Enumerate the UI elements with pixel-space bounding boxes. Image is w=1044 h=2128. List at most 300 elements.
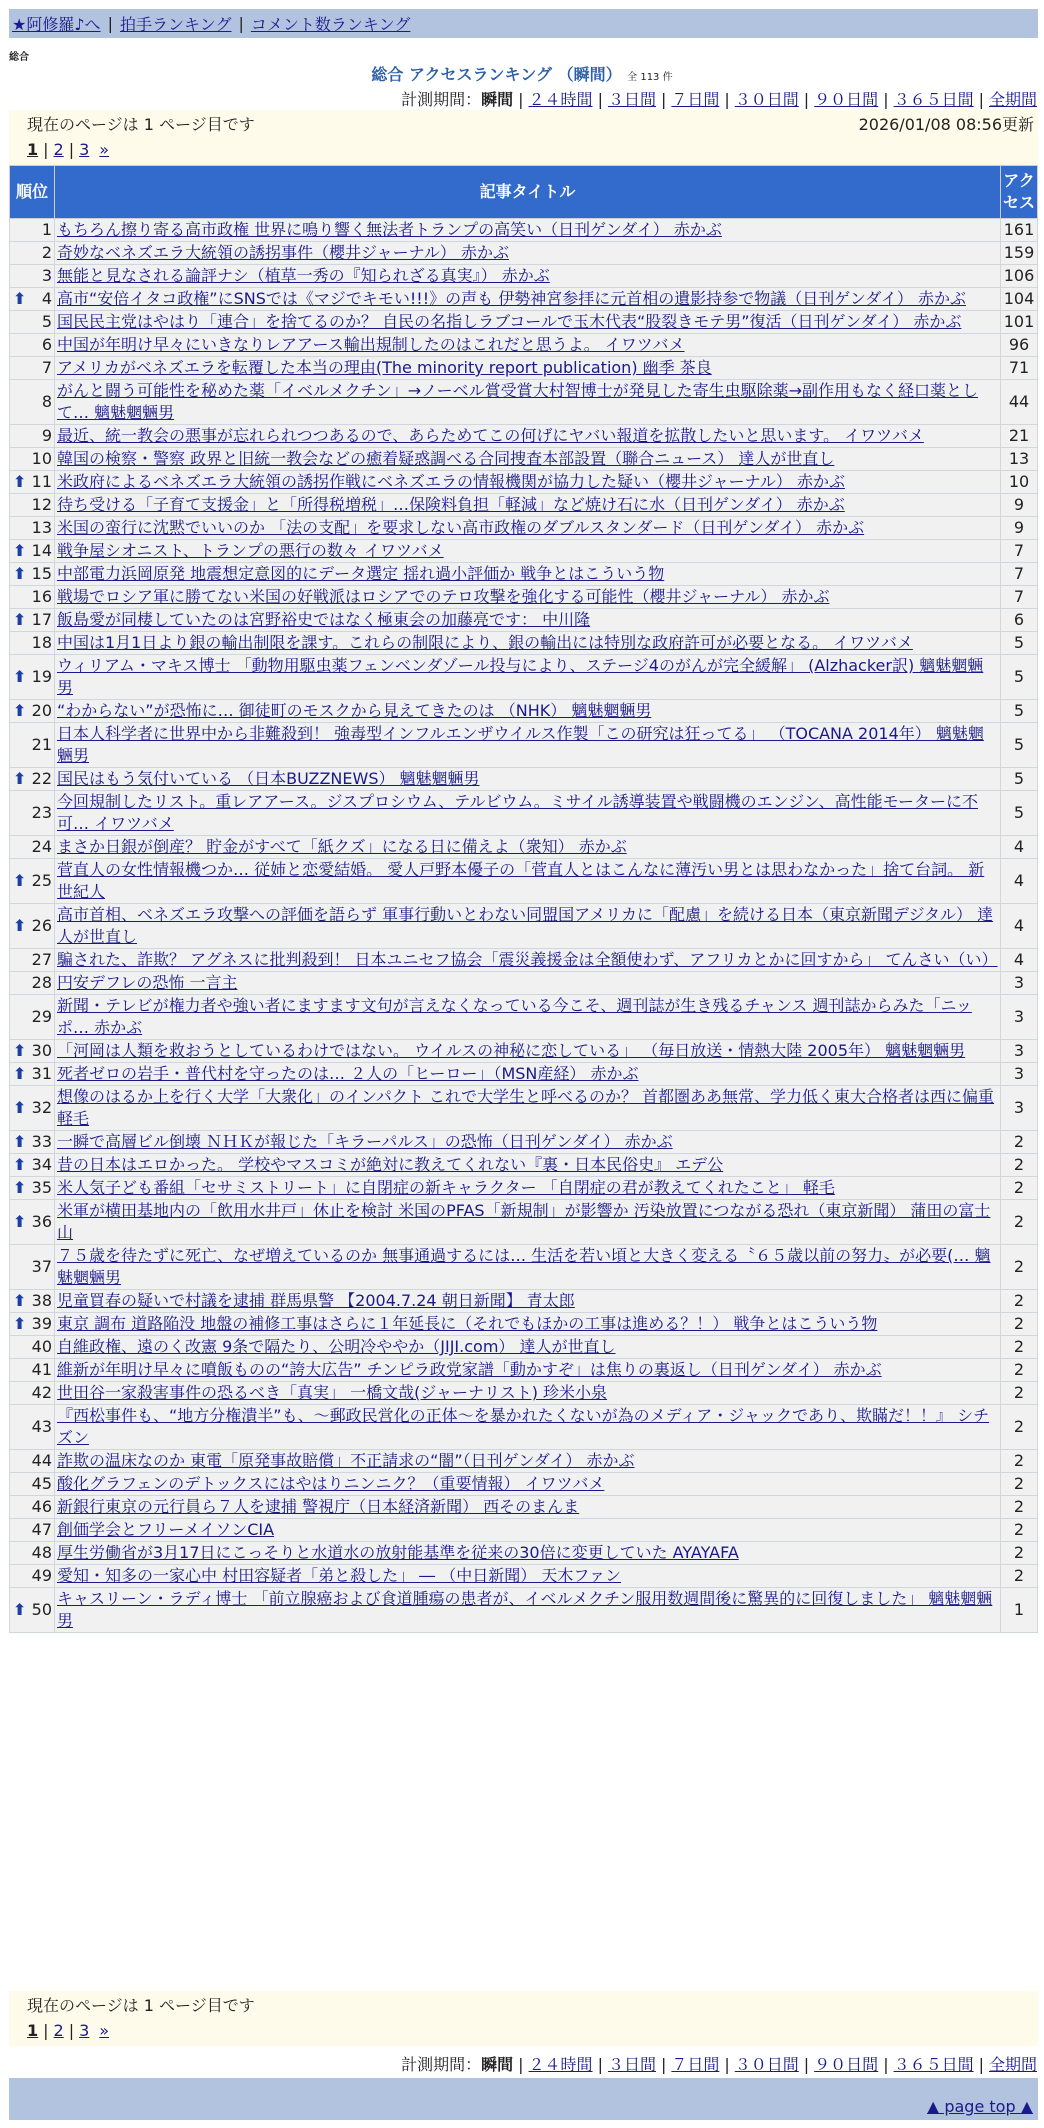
table-row	[10, 1040, 1038, 1063]
access-count: 7	[1001, 586, 1038, 609]
rank-number: 14	[31, 541, 52, 560]
title-cell	[55, 1245, 1001, 1290]
article-title-link[interactable]: 米国の蛮行に沈黙でいいのか 「法の支配」を要求しない高市政権のダブルスタンダード（日刊ゲンダイ） 赤かぶ	[57, 518, 865, 537]
rank-number: 40	[31, 1337, 52, 1356]
rank-cell	[10, 859, 55, 904]
title-cell	[55, 540, 1001, 563]
total-count: 全 113 件	[627, 72, 673, 83]
rank-number: 7	[41, 358, 52, 377]
title-cell	[55, 380, 1001, 425]
title-cell	[55, 1131, 1001, 1154]
title-cell	[55, 1290, 1001, 1313]
table-row	[10, 540, 1038, 563]
table-row	[10, 1588, 1038, 1633]
access-count: 3	[1001, 1063, 1038, 1086]
period-separator: |	[883, 2054, 889, 2074]
article-title-link[interactable]: 『西松事件も、“地方分権潰半”も、〜郵政民営化の正体〜を暴かれたくないが為のメディア・ジャックであり、欺瞞だ！！』 シチズン	[57, 1406, 990, 1447]
page-link[interactable]: 3	[79, 139, 90, 159]
current-page-text: 現在のページは 1 ページ目です	[27, 1995, 255, 2015]
period-links	[513, 87, 1037, 110]
period-link[interactable]: ７日間	[671, 89, 720, 109]
article-title-link[interactable]: 一瞬で高層ビル倒壊 ＮＨＫが報じた「キラーパルス」の恐怖（日刊ゲンダイ） 赤かぶ	[57, 1132, 673, 1151]
article-title-link[interactable]: “わからない”が恐怖に… 御徒町のモスクから見えてきたのは （NHK） 魑魅魍魎男	[57, 701, 652, 720]
rank-number: 5	[41, 312, 52, 331]
article-title-link[interactable]: 待ち受ける「子育て支援金」と「所得税増税」…保険料負担「軽減」など焼け石に水（日刊ゲンダイ） 赤かぶ	[57, 495, 845, 514]
title-cell	[55, 1359, 1001, 1382]
rank-cell	[10, 242, 55, 265]
ranking-table	[9, 165, 1038, 1633]
table-row	[10, 723, 1038, 768]
rank-cell	[10, 723, 55, 768]
access-count: 44	[1001, 380, 1038, 425]
title-header: 記事タイトル	[55, 166, 1001, 219]
table-row	[10, 265, 1038, 288]
rank-up-arrow-icon: ⬆	[13, 1041, 27, 1060]
title-cell	[55, 1496, 1001, 1519]
rank-cell	[10, 494, 55, 517]
table-row	[10, 242, 1038, 265]
period-separator: |	[978, 89, 984, 109]
title-cell	[55, 311, 1001, 334]
rank-number: 48	[31, 1543, 52, 1562]
access-count: 9	[1001, 494, 1038, 517]
article-title-link[interactable]: ７５歳を待たずに死亡、なぜ増えているのか 無事通過するには… 生活を若い頃と大きく変える〝６５歳以前の努力〟が必要(… 魑魅魍魎男	[57, 1246, 991, 1287]
article-title-link[interactable]: 無能と見なされる論評ナシ（植草一秀の『知られざる真実』） 赤かぶ	[57, 266, 550, 285]
table-row	[10, 563, 1038, 586]
page-link[interactable]: 3	[79, 2020, 90, 2040]
title-cell	[55, 1200, 1001, 1245]
article-title-link[interactable]: もちろん擦り寄る高市政権 世界に鳴り響く無法者トランプの高笑い（日刊ゲンダイ） 赤かぶ	[57, 220, 722, 239]
table-row	[10, 517, 1038, 540]
rank-up-arrow-icon: ⬆	[13, 1098, 27, 1117]
article-title-link[interactable]: 詐欺の温床なのか 東電「原発事故賠償」不正請求の“闇”（日刊ゲンダイ） 赤かぶ	[57, 1451, 635, 1470]
table-row	[10, 1450, 1038, 1473]
article-title-link[interactable]: 戦争屋シオニスト、トランプの悪行の数々 イワツバメ	[57, 541, 444, 560]
article-title-link[interactable]: 想像のはるか上を行く大学「大衆化」のインパクト これで大学生と呼べるのか？ 首都圏ああ無常、学力低く東大合格者は西に偏重 軽毛	[57, 1087, 995, 1128]
article-title-link[interactable]: 韓国の検察・警察 政界と旧統一教会などの癒着疑惑調べる合同捜査本部設置（聯合ニュース） 達人が世直し	[57, 449, 835, 468]
rank-cell	[10, 1496, 55, 1519]
access-count: 101	[1001, 311, 1038, 334]
rank-cell	[10, 311, 55, 334]
access-count: 21	[1001, 425, 1038, 448]
table-row	[10, 949, 1038, 972]
rank-up-arrow-icon: ⬆	[13, 871, 27, 890]
page-current: 1	[27, 2020, 39, 2040]
article-title-link[interactable]: 創価学会とフリーメイソンCIA	[57, 1520, 275, 1539]
access-count: 161	[1001, 219, 1038, 242]
article-title-link[interactable]: 日本人科学者に世界中から非難殺到！ 強毒型インフルエンザウイルス作製「この研究は狂ってる」 （TOCANA 2014年） 魑魅魍魎男	[57, 724, 984, 765]
rank-up-arrow-icon: ⬆	[13, 701, 27, 720]
table-row	[10, 904, 1038, 949]
access-count: 10	[1001, 471, 1038, 494]
rank-number: 49	[31, 1566, 52, 1585]
title-cell	[55, 1519, 1001, 1542]
title-cell	[55, 995, 1001, 1040]
rank-number: 12	[31, 495, 52, 514]
access-count: 4	[1001, 904, 1038, 949]
article-title-link[interactable]: 酸化グラフェンのデトックスにはやはりニンニク？（重要情報） イワツバメ	[57, 1474, 605, 1493]
article-title-link[interactable]: 戦場でロシア軍に勝てない米国の好戦派はロシアでのテロ攻撃を強化する可能性（櫻井ジャーナル） 赤かぶ	[57, 587, 830, 606]
period-separator: |	[660, 2054, 667, 2074]
table-row	[10, 471, 1038, 494]
article-title-link[interactable]: 米軍が横田基地内の「飲用水井戸」休止を検討 米国のPFAS「新規制」が影響か 汚染放置につながる恐れ（東京新聞） 蒲田の富士山	[57, 1201, 991, 1242]
rank-number: 11	[31, 472, 52, 491]
rank-number: 45	[31, 1474, 52, 1493]
rank-number: 32	[31, 1098, 52, 1117]
article-title-link[interactable]: 騙された、詐欺？ アグネスに批判殺到！ 日本ユニセフ協会「震災義援金は全額使わず、アフリカとかに回すから」 てんさい（い）	[57, 950, 998, 969]
period-link[interactable]: ３６５日間	[893, 89, 974, 109]
access-count: 1	[1001, 1588, 1038, 1633]
period-current: 瞬間	[481, 2054, 514, 2074]
access-count: 2	[1001, 1405, 1038, 1450]
rank-cell	[10, 632, 55, 655]
table-row	[10, 995, 1038, 1040]
nav-separator: |	[238, 14, 244, 33]
table-row	[10, 494, 1038, 517]
title-cell	[55, 357, 1001, 380]
table-row	[10, 609, 1038, 632]
rank-up-arrow-icon: ⬆	[13, 1212, 27, 1231]
page-links	[27, 2017, 1038, 2043]
rank-up-arrow-icon: ⬆	[13, 564, 27, 583]
page-separator: |	[43, 2020, 49, 2040]
rank-cell	[10, 334, 55, 357]
rank-number: 3	[41, 266, 52, 285]
table-row	[10, 1245, 1038, 1290]
rank-number: 6	[41, 335, 52, 354]
table-row	[10, 1565, 1038, 1588]
period-separator: |	[597, 89, 603, 109]
access-count: 2	[1001, 1336, 1038, 1359]
article-title-link[interactable]: まさか日銀が倒産？ 貯金がすべて「紙クズ」になる日に備えよ（衆知） 赤かぶ	[57, 837, 627, 856]
title-cell	[55, 1063, 1001, 1086]
rank-cell	[10, 1450, 55, 1473]
rank-cell	[10, 1131, 55, 1154]
article-title-link[interactable]: がんと闘う可能性を秘めた薬「イベルメクチン」→ノーベル賞受賞大村智博士が発見した寄生虫駆除薬→副作用もなく経口薬として… 魑魅魍魎男	[57, 381, 979, 422]
table-row	[10, 1519, 1038, 1542]
title-cell	[55, 768, 1001, 791]
article-title-link[interactable]: 米人気子ども番組「セサミストリート」に自閉症の新キャラクター 「自閉症の君が教えてくれたこと」 軽毛	[57, 1178, 835, 1197]
rank-number: 20	[31, 701, 52, 720]
period-link[interactable]: ３０日間	[734, 89, 799, 109]
access-count: 3	[1001, 995, 1038, 1040]
period-separator: |	[803, 2054, 810, 2074]
table-row	[10, 1405, 1038, 1450]
page-top-link[interactable]: ▲ page top ▲	[926, 2097, 1033, 2116]
period-separator: |	[518, 2054, 524, 2074]
rank-cell	[10, 586, 55, 609]
table-row	[10, 1086, 1038, 1131]
article-title-link[interactable]: 「河岡は人類を救おうとしているわけではない。 ウイルスの神秘に恋している」 （毎日放送・情熱大陸 2005年） 魑魅魍魎男	[57, 1041, 966, 1060]
access-count: 2	[1001, 1131, 1038, 1154]
table-row	[10, 1200, 1038, 1245]
rank-cell	[10, 995, 55, 1040]
table-row	[10, 334, 1038, 357]
access-count: 5	[1001, 632, 1038, 655]
top-nav-bar	[9, 9, 1038, 38]
rank-cell	[10, 540, 55, 563]
period-link[interactable]: ３日間	[607, 2054, 656, 2074]
access-count: 4	[1001, 949, 1038, 972]
table-row	[10, 357, 1038, 380]
access-count: 71	[1001, 357, 1038, 380]
rank-up-arrow-icon: ⬆	[13, 610, 27, 629]
access-count: 2	[1001, 1359, 1038, 1382]
access-count: 2	[1001, 1313, 1038, 1336]
table-row	[10, 1290, 1038, 1313]
rank-cell	[10, 1290, 55, 1313]
rank-cell	[10, 1063, 55, 1086]
rank-number: 17	[31, 610, 52, 629]
access-count: 13	[1001, 448, 1038, 471]
rank-up-arrow-icon: ⬆	[13, 541, 27, 560]
rank-cell	[10, 517, 55, 540]
article-title-link[interactable]: 奇妙なベネズエラ大統領の誘拐事件（櫻井ジャーナル） 赤かぶ	[57, 243, 509, 262]
rank-number: 1	[41, 220, 52, 239]
title-cell	[55, 1382, 1001, 1405]
rank-header: 順位	[10, 166, 55, 219]
title-cell	[55, 494, 1001, 517]
period-link[interactable]: ２４時間	[528, 2054, 593, 2074]
article-title-link[interactable]: 厚生労働省が3月17日にこっそりと水道水の放射能基準を従来の30倍に変更していた AYAYAFA	[57, 1543, 739, 1562]
home-link[interactable]: ★阿修羅♪へ	[12, 15, 101, 34]
article-title-link[interactable]: 最近、統一教会の悪事が忘れられつつあるので、あらためてこの何げにヤバい報道を拡散したいと思います。 イワツバメ	[57, 426, 924, 445]
nav-separator: |	[107, 14, 113, 33]
rank-cell	[10, 1542, 55, 1565]
article-title-link[interactable]: 高市“安倍イタコ政権”にSNSでは《マジでキモい!!!》の声も 伊勢神宮参拝に元首相の遺影持参で物議（日刊ゲンダイ） 赤かぶ	[57, 289, 966, 308]
title-cell	[55, 1565, 1001, 1588]
rank-number: 31	[31, 1064, 52, 1083]
article-title-link[interactable]: キャスリーン・ラディ博士 「前立腺癌および食道腫瘍の患者が、イベルメクチン服用数週間後に驚異的に回復しました」 魑魅魍魎男	[57, 1589, 993, 1630]
article-title-link[interactable]: 飯島愛が同棲していたのは宮野裕史ではなく極東会の加藤亮です： 中川隆	[57, 610, 591, 629]
rank-number: 10	[31, 449, 52, 468]
period-label: 計測期間：	[401, 89, 482, 109]
article-title-link[interactable]: 国民民主党はやはり「連合」を捨てるのか？ 自民の名指しラブコールで玉木代表“股裂きモテ男”復活（日刊ゲンダイ） 赤かぶ	[57, 312, 962, 331]
rank-cell	[10, 265, 55, 288]
title-cell	[55, 609, 1001, 632]
rank-number: 23	[31, 803, 52, 822]
rank-number: 50	[31, 1600, 52, 1619]
article-title-link[interactable]: ウィリアム・マキス博士 「動物用駆虫薬フェンベンダゾール投与により、ステージ4のがんが完全緩解」 (Alzhacker訳) 魑魅魍魎男	[57, 656, 984, 697]
title-cell	[55, 949, 1001, 972]
current-page-text: 現在のページは 1 ページ目です	[27, 114, 255, 134]
page-current: 1	[27, 139, 39, 159]
rank-number: 36	[31, 1212, 52, 1231]
access-count: 6	[1001, 609, 1038, 632]
article-title-link[interactable]: 児童買春の疑いで村議を逮捕 群馬県警 【2004.7.24 朝日新聞】 青太郎	[57, 1291, 575, 1310]
table-row	[10, 1154, 1038, 1177]
article-title-link[interactable]: 昔の日本はエロかった。 学校やマスコミが絶対に教えてくれない『裏・日本民俗史』 エデ公	[57, 1155, 724, 1174]
period-separator: |	[883, 89, 889, 109]
rank-cell	[10, 768, 55, 791]
rank-number: 43	[31, 1417, 52, 1436]
rank-cell	[10, 1382, 55, 1405]
rank-number: 41	[31, 1360, 52, 1379]
page-link[interactable]: 2	[53, 139, 64, 159]
rank-number: 19	[31, 667, 52, 686]
table-row	[10, 1336, 1038, 1359]
period-link[interactable]: ３６５日間	[893, 2054, 974, 2074]
rank-number: 44	[31, 1451, 52, 1470]
article-title-link[interactable]: 国民はもう気付いている （日本BUZZNEWS） 魑魅魍魎男	[57, 769, 480, 788]
period-selector-top	[401, 87, 1037, 109]
rank-number: 2	[41, 243, 52, 262]
rank-cell	[10, 791, 55, 836]
article-title-link[interactable]: 中部電力浜岡原発 地震想定意図的にデータ選定 揺れ過小評価か 戦争とはこういう物	[57, 564, 665, 583]
bottom-bar	[9, 2078, 1038, 2120]
rank-number: 35	[31, 1178, 52, 1197]
rank-cell	[10, 949, 55, 972]
article-title-link[interactable]: 愛知・知多の一家心中 村田容疑者「弟と殺した」 ― （中日新聞） 天木ファン	[57, 1566, 622, 1585]
article-title-link[interactable]: 死者ゼロの岩手・普代村を守ったのは… ２人の「ヒーロー」（MSN産経） 赤かぶ	[57, 1064, 639, 1083]
table-row	[10, 448, 1038, 471]
count-header: アクセス	[1001, 166, 1038, 219]
access-count: 2	[1001, 1565, 1038, 1588]
rank-up-arrow-icon: ⬆	[13, 1064, 27, 1083]
rank-cell	[10, 904, 55, 949]
title-cell	[55, 1154, 1001, 1177]
article-title-link[interactable]: 中国は1月1日より銀の輸出制限を課す。これらの制限により、銀の輸出には特別な政府許可が必要となる。 イワツバメ	[57, 633, 913, 652]
comment-ranking-link[interactable]: コメント数ランキング	[250, 15, 411, 34]
table-row	[10, 1313, 1038, 1336]
rank-cell	[10, 1565, 55, 1588]
article-title-link[interactable]: アメリカがベネズエラを転覆した本当の理由(The minority report publication) 幽季 茶良	[57, 358, 712, 377]
access-count: 5	[1001, 791, 1038, 836]
period-current: 瞬間	[481, 89, 514, 109]
article-title-link[interactable]: 新銀行東京の元行員ら７人を逮捕 警視庁（日本経済新聞） 西そのまんま	[57, 1497, 580, 1516]
rank-cell	[10, 1086, 55, 1131]
rank-number: 29	[31, 1007, 52, 1026]
title-cell	[55, 288, 1001, 311]
article-title-link[interactable]: 世田谷一家殺害事件の恐るべき「真実」 一橋文哉(ジャーナリスト) 珍米小泉	[57, 1383, 608, 1402]
rank-number: 34	[31, 1155, 52, 1174]
rank-cell	[10, 1405, 55, 1450]
period-link[interactable]: ２４時間	[528, 89, 593, 109]
rank-cell	[10, 448, 55, 471]
access-count: 2	[1001, 1382, 1038, 1405]
table-row	[10, 380, 1038, 425]
rank-cell	[10, 288, 55, 311]
table-row	[10, 859, 1038, 904]
title-cell	[55, 859, 1001, 904]
title-cell	[55, 1542, 1001, 1565]
title-cell	[55, 517, 1001, 540]
period-separator: |	[978, 2054, 984, 2074]
title-cell	[55, 242, 1001, 265]
period-link[interactable]: 全期間	[988, 2054, 1037, 2074]
article-title-link[interactable]: 菅直人の女性情報機つか… 従姉と恋愛結婚。 愛人戸野本優子の「菅直人とはこんなに薄汚い男とは思わなかった」捨て台詞。 新世紀人	[57, 860, 985, 901]
title-cell	[55, 655, 1001, 700]
article-title-link[interactable]: 高市首相、ベネズエラ攻撃への評価を語らず 軍事行動いとわない同盟国アメリカに「配慮」を続ける日本（東京新聞デジタル） 達人が世直し	[57, 905, 994, 946]
rank-number: 30	[31, 1041, 52, 1060]
title-cell	[55, 425, 1001, 448]
article-title-link[interactable]: 新聞・テレビが権力者や強い者にますます文句が言えなくなっている今こそ、週刊誌が生き残るチャンス 週刊誌からみた「ニッポ… 赤かぶ	[57, 996, 972, 1037]
period-link[interactable]: ３日間	[607, 89, 656, 109]
access-count: 104	[1001, 288, 1038, 311]
title-cell	[55, 1450, 1001, 1473]
article-title-link[interactable]: 今回規制したリスト。重レアアース。ジスプロシウム、テルビウム。ミサイル誘導装置や戦闘機のエンジン、高性能モーターに不可… イワツバメ	[57, 792, 978, 833]
next-page-link[interactable]: »	[99, 2020, 110, 2040]
page-separator: |	[68, 139, 75, 159]
access-count: 7	[1001, 540, 1038, 563]
article-title-link[interactable]: 維新が年明け早々に噴飯ものの“誇大広告” チンピラ政党家譜「動かすぞ」は焦りの裏返し（日刊ゲンダイ） 赤かぶ	[57, 1360, 882, 1379]
rank-number: 25	[31, 871, 52, 890]
rank-cell	[10, 1336, 55, 1359]
rank-up-arrow-icon: ⬆	[13, 769, 27, 788]
table-row	[10, 1382, 1038, 1405]
table-row	[10, 972, 1038, 995]
period-link[interactable]: ９０日間	[814, 89, 879, 109]
rank-number: 27	[31, 950, 52, 969]
table-row	[10, 1496, 1038, 1519]
rank-up-arrow-icon: ⬆	[13, 1600, 27, 1619]
page-link[interactable]: 2	[53, 2020, 64, 2040]
period-link[interactable]: ９０日間	[814, 2054, 879, 2074]
rank-number: 13	[31, 518, 52, 537]
period-separator: |	[597, 2054, 603, 2074]
next-page-link[interactable]: »	[99, 139, 110, 159]
period-link[interactable]: ３０日間	[734, 2054, 799, 2074]
period-link[interactable]: ７日間	[671, 2054, 720, 2074]
title-cell	[55, 265, 1001, 288]
period-separator: |	[724, 89, 730, 109]
table-row	[10, 768, 1038, 791]
access-count: 2	[1001, 1496, 1038, 1519]
rank-up-arrow-icon: ⬆	[13, 1314, 27, 1333]
title-cell	[55, 1588, 1001, 1633]
period-separator: |	[724, 2054, 730, 2074]
rank-number: 24	[31, 837, 52, 856]
access-count: 2	[1001, 1473, 1038, 1496]
access-count: 3	[1001, 972, 1038, 995]
page-links	[27, 136, 1038, 162]
rank-number: 33	[31, 1132, 52, 1151]
rank-cell	[10, 1473, 55, 1496]
period-link[interactable]: 全期間	[988, 89, 1037, 109]
page-separator: |	[68, 2020, 75, 2040]
title-cell	[55, 791, 1001, 836]
rank-up-arrow-icon: ⬆	[13, 667, 27, 686]
pager-bottom	[9, 1991, 1038, 2046]
table-row	[10, 700, 1038, 723]
clap-ranking-link[interactable]: 拍手ランキング	[119, 15, 232, 34]
rank-cell	[10, 655, 55, 700]
period-links	[513, 2052, 1037, 2075]
table-header-row	[10, 166, 1038, 219]
table-row	[10, 425, 1038, 448]
access-count: 3	[1001, 1040, 1038, 1063]
rank-cell	[10, 425, 55, 448]
article-title-link[interactable]: 東京 調布 道路陥没 地盤の補修工事はさらに１年延長に（それでもほかの工事は進める？！） 戦争とはこういう物	[57, 1314, 878, 1333]
table-row	[10, 1473, 1038, 1496]
title-cell	[55, 723, 1001, 768]
article-title-link[interactable]: 米政府によるベネズエラ大統領の誘拐作戦にベネズエラの情報機関が協力した疑い（櫻井ジャーナル） 赤かぶ	[57, 472, 845, 491]
title-cell	[55, 1313, 1001, 1336]
access-count: 2	[1001, 1200, 1038, 1245]
table-row	[10, 586, 1038, 609]
article-title-link[interactable]: 中国が年明け早々にいきなりレアアース輸出規制したのはこれだと思うよ。 イワツバメ	[57, 335, 685, 354]
rank-number: 38	[31, 1291, 52, 1310]
access-count: 3	[1001, 1086, 1038, 1131]
table-row	[10, 311, 1038, 334]
article-title-link[interactable]: 円安デフレの恐怖 一言主	[57, 973, 238, 992]
title-cell	[55, 334, 1001, 357]
access-count: 159	[1001, 242, 1038, 265]
access-count: 4	[1001, 859, 1038, 904]
article-title-link[interactable]: 自維政権、遠のく改憲 9条で隔たり、公明冷ややか（JIJI.com） 達人が世直し	[57, 1337, 616, 1356]
title-cell	[55, 471, 1001, 494]
rank-up-arrow-icon: ⬆	[13, 289, 27, 308]
